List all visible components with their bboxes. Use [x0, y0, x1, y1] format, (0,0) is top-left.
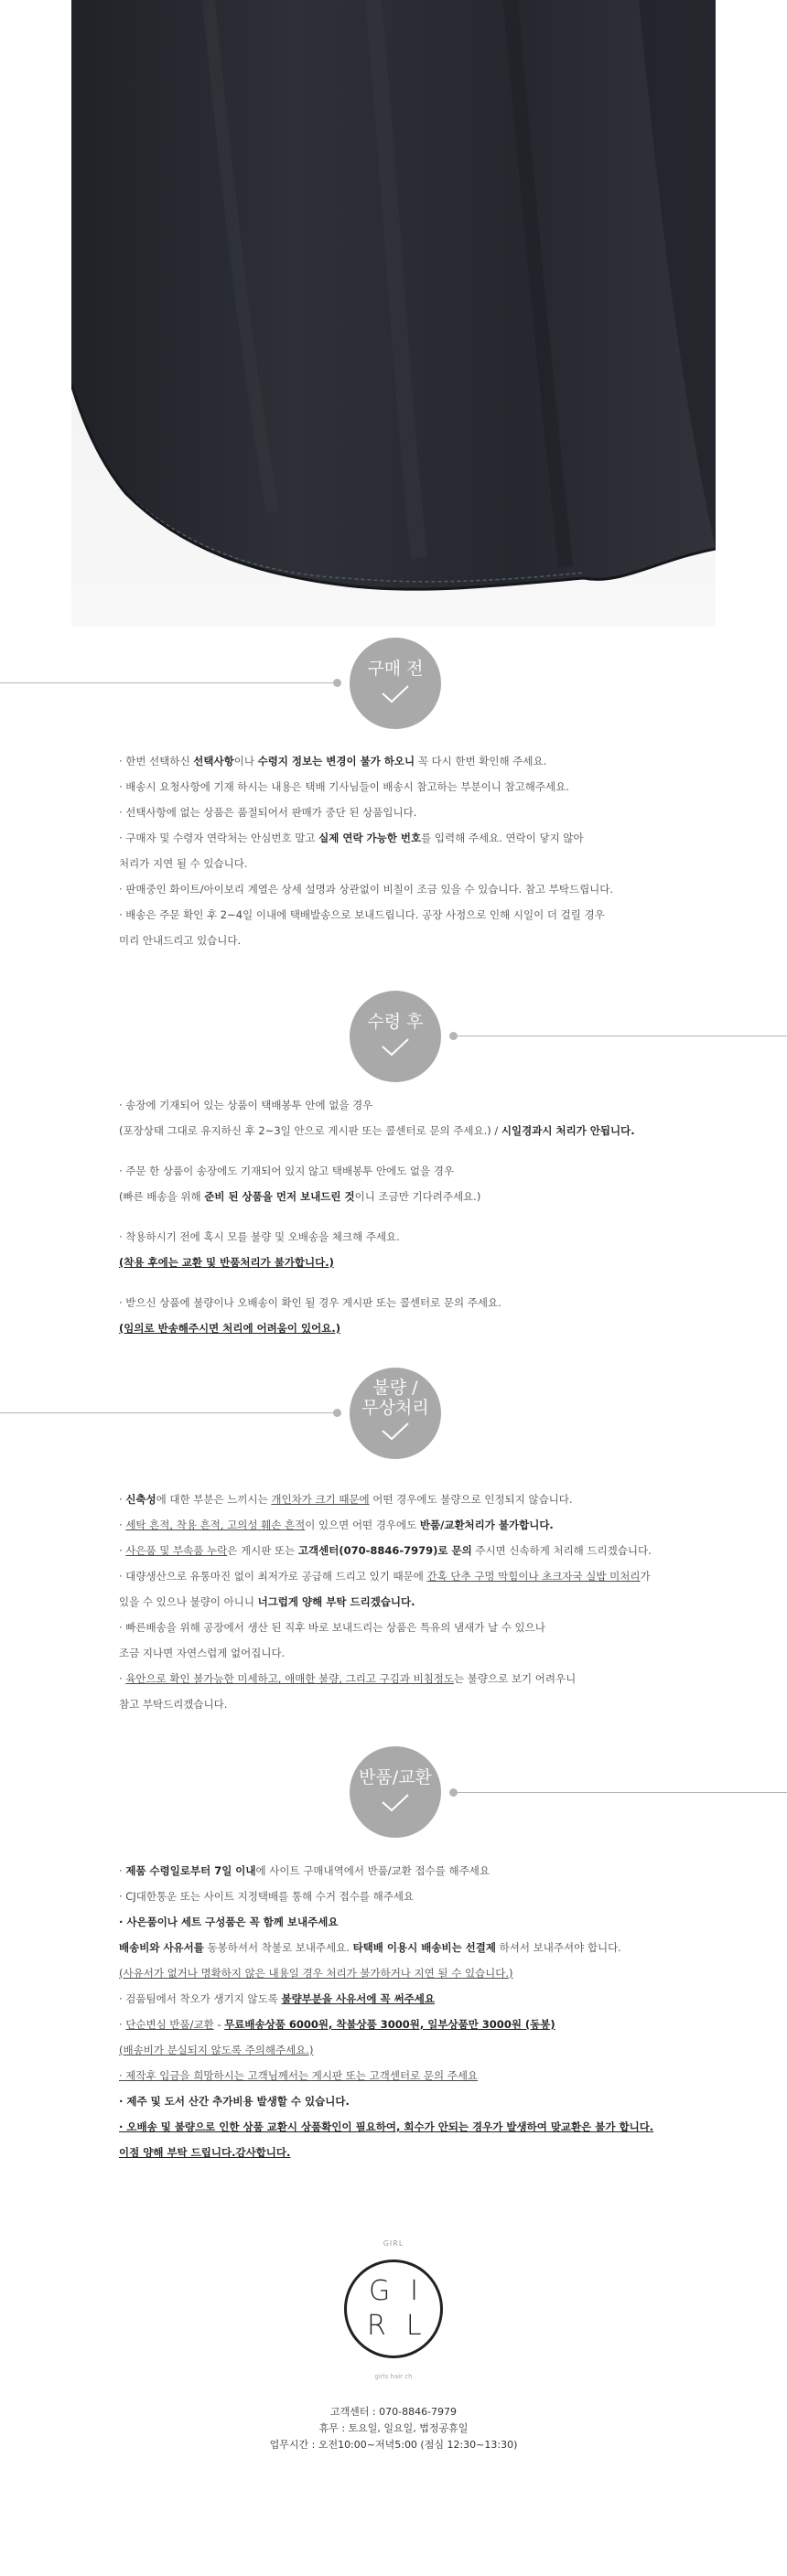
list-item: · 선택사항에 없는 상품은 품절되어서 판매가 중단 된 상품입니다. — [119, 806, 417, 819]
check-icon — [380, 1037, 411, 1057]
list-item: · 오배송 및 불량으로 인한 상품 교환시 상품확인이 필요하여, 회수가 안되는 경우가 발생하여 맞교환은 불가 합니다. — [119, 2120, 654, 2133]
list-item: · CJ대한통운 또는 사이트 지정택배를 통해 수거 접수를 해주세요 — [119, 1890, 415, 1903]
holidays: 휴무 : 토요일, 일요일, 법정공휴일 — [318, 2422, 469, 2434]
list-item: 배송비와 사유서를 동봉하셔서 착불로 보내주세요. 타택배 이용시 배송비는 선결제 하셔서 보내주셔야 합니다. — [119, 1941, 621, 1954]
list-item: · 주문 한 상품이 송장에도 기재되어 있지 않고 택배봉투 안에도 없을 경우 — [119, 1165, 455, 1177]
check-icon — [380, 1422, 411, 1442]
brand-caption: GIRL — [383, 2239, 404, 2248]
list-item: · 제주 및 도서 산간 추가비용 발생할 수 있습니다. — [119, 2095, 350, 2108]
section-dot — [333, 1409, 341, 1417]
list-item: · 검품팀에서 착오가 생기지 않도록 불량부분을 사유서에 꼭 써주세요 — [119, 1992, 436, 2005]
list-item: 미리 안내드리고 있습니다. — [119, 934, 242, 947]
list-item: · 구매자 및 수령자 연락처는 안심번호 말고 실제 연락 가능한 번호를 입력해 주세요. 연락이 닿지 않아 — [119, 832, 584, 844]
badge-title: 구매 전 — [367, 659, 424, 679]
list-item: (임의로 반송해주시면 처리에 어려움이 있어요.) — [119, 1322, 340, 1335]
list-item: · 빠른배송을 위해 공장에서 생산 된 직후 바로 보내드리는 상품은 특유의 냄새가 날 수 있으나 — [119, 1621, 545, 1634]
list-item: · 육안으로 확인 불가능한 미세하고, 애매한 불량, 그리고 구김과 비침정도는 불량으로 보기 어려우니 — [119, 1672, 577, 1685]
list-item: · 받으신 상품에 불량이나 오배송이 확인 될 경우 게시판 또는 콜센터로 문의 주세요. — [119, 1296, 501, 1309]
list-item: (빠른 배송을 위해 준비 된 상품을 먼저 보내드린 것이니 조금만 기다려주세요.) — [119, 1190, 481, 1203]
list-item: · 배송시 요청사항에 기재 하시는 내용은 택배 기사님들이 배송시 참고하는 부분이니 참고해주세요. — [119, 780, 569, 793]
list-item: · 단순변심 반품/교환 - 무료배송상품 6000원, 착불상품 3000원, 일부상품만 3000원 (동봉) — [119, 2018, 555, 2031]
after-receipt-list — [119, 1092, 714, 1341]
list-item: 조금 지나면 자연스럽게 없어집니다. — [119, 1647, 286, 1659]
list-item: · 제품 수령일로부터 7일 이내에 사이트 구매내역에서 반품/교환 접수를 해주세요 — [119, 1864, 490, 1877]
list-item: 이점 양해 부탁 드립니다.감사합니다. — [119, 2146, 291, 2159]
badge-title: 반품/교환 — [359, 1767, 432, 1787]
list-item: · 신축성에 대한 부분은 느끼시는 개인차가 크기 때문에 어떤 경우에도 불량으로 인정되지 않습니다. — [119, 1493, 573, 1506]
customer-center: 고객센터 : 070-8846-7979 — [329, 2406, 458, 2418]
check-icon — [380, 684, 411, 704]
defect-badge — [350, 1368, 441, 1459]
section-dot — [333, 679, 341, 687]
list-item: (포장상태 그대로 유지하신 후 2~3일 안으로 게시판 또는 콜센터로 문의 주세요.) / 시일경과시 처리가 안됩니다. — [119, 1124, 635, 1137]
list-item: 있을 수 있으나 불량이 아니니 너그럽게 양해 부탁 드리겠습니다. — [119, 1595, 415, 1608]
product-photo — [71, 0, 716, 627]
return-exchange-badge — [350, 1746, 441, 1838]
list-item: (착용 후에는 교환 및 반품처리가 불가합니다.) — [119, 1256, 334, 1269]
after-receipt-badge — [350, 991, 441, 1082]
list-item: · 대량생산으로 유통마진 없이 최저가로 공급해 드리고 있기 때문에 간혹 단추 구멍 막힘이나 초크자국 실밥 미처리가 — [119, 1570, 651, 1583]
list-item: · 제작후 입금을 희망하시는 고객님께서는 게시판 또는 고객센터로 문의 주세요 — [119, 2069, 479, 2082]
list-item: · 사은품이나 세트 구성품은 꼭 함께 보내주세요 — [119, 1916, 339, 1928]
badge-title: 수령 후 — [367, 1012, 424, 1032]
before-purchase-badge — [350, 638, 441, 729]
list-item: (배송비가 분실되지 않도록 주의해주세요.) — [119, 2044, 314, 2056]
list-item: 참고 부탁드리겠습니다. — [119, 1698, 228, 1711]
list-item: · 판매중인 화이트/아이보리 계열은 상세 설명과 상관없이 비칠이 조금 있을 수 있습니다. 참고 부탁드립니다. — [119, 883, 614, 896]
brand-logo — [344, 2259, 443, 2358]
list-item: · 세탁 흔적, 착용 흔적, 고의성 훼손 흔적이 있으면 어떤 경우에도 반품/교환처리가 불가합니다. — [119, 1519, 554, 1531]
list-item: · 한번 선택하신 선택사항이나 수령지 정보는 변경이 불가 하오니 꼭 다시 한번 확인해 주세요. — [119, 755, 547, 767]
badge-title-line1: 불량 / — [372, 1378, 418, 1398]
check-icon — [380, 1793, 411, 1813]
list-item: · 배송은 주문 확인 후 2~4일 이내에 택배발송으로 보내드립니다. 공장 사정으로 인해 시일이 더 걸릴 경우 — [119, 908, 605, 921]
list-item: (사유서가 없거나 명확하지 않은 내용일 경우 처리가 불가하거나 지연 될 수 있습니다.) — [119, 1967, 513, 1980]
badge-title-line2: 무상처리 — [361, 1398, 429, 1418]
list-item: · 착용하시기 전에 혹시 모를 불량 및 오배송을 체크해 주세요. — [119, 1230, 400, 1243]
list-item: · 사은품 및 부속품 누락은 게시판 또는 고객센터(070-8846-7979)로 문의 주시면 신속하게 처리해 드리겠습니다. — [119, 1544, 652, 1557]
before-purchase-list — [119, 748, 714, 953]
logo-row-2: RL — [367, 2310, 442, 2342]
section-line — [453, 1792, 787, 1793]
business-hours: 업무시간 : 오전10:00~저녁5:00 (점심 12:30~13:30) — [269, 2439, 518, 2451]
return-list — [119, 1858, 714, 2165]
list-item: · 송장에 기재되어 있는 상품이 택배봉투 안에 없을 경우 — [119, 1099, 373, 1111]
section-line — [0, 1412, 337, 1413]
list-item: 처리가 지연 될 수 있습니다. — [119, 857, 248, 870]
section-line — [0, 682, 337, 683]
defect-list — [119, 1487, 714, 1717]
logo-row-1: GI — [368, 2275, 439, 2307]
brand-tagline: girls hair ch — [374, 2373, 413, 2380]
